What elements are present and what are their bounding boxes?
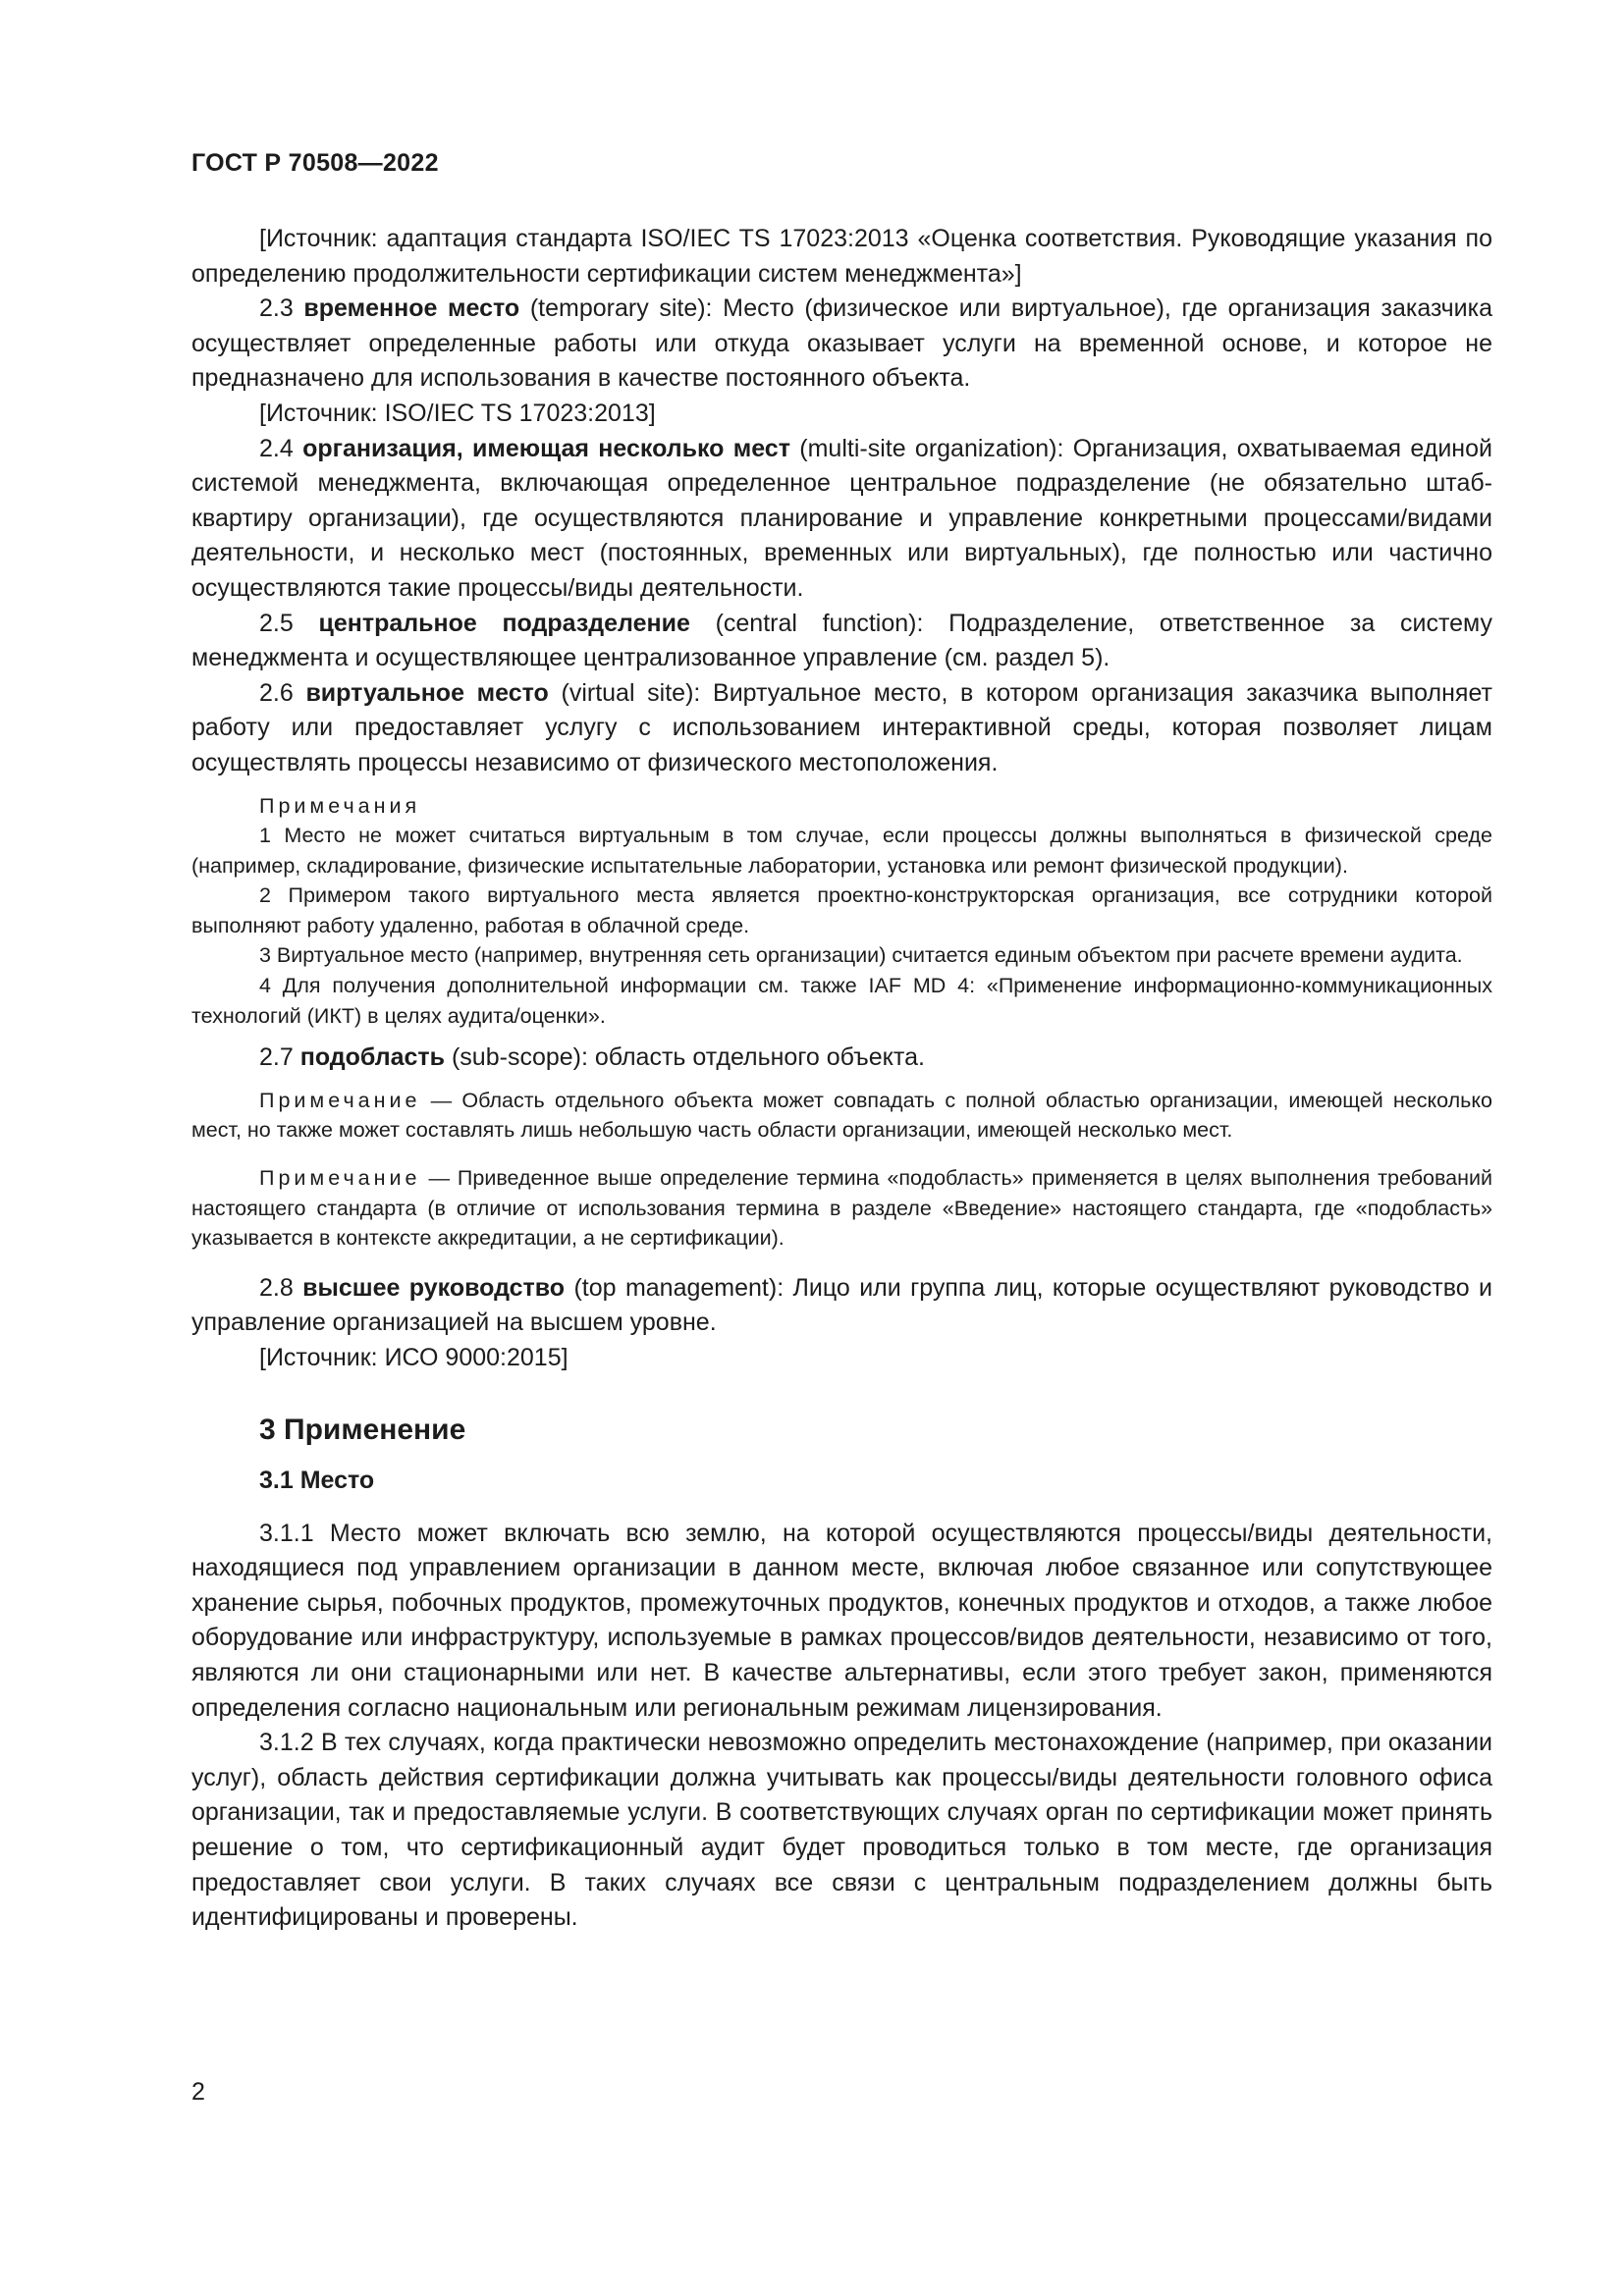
page-number: 2 (191, 2078, 205, 2106)
definition-2-6 (191, 676, 1492, 781)
definition-number: 2.7 (259, 1043, 294, 1072)
note-single (191, 1163, 1492, 1254)
definition-text: (virtual site): Виртуальное место, в котором организация заказчика выполняет работу или предоставляет услугу с использованием интерактивной среды, которая позволяет лицам осуществлять процессы независимо от физического местоположения. (191, 678, 1492, 776)
note-label: Примечание (259, 1166, 421, 1191)
note-text: — Приведенное выше определение термина «подобласть» применяется в целях выполнения требований настоящего стандарта (в отличие от использования термина в разделе «Введение» настоящего стандарта, где «подобласть» указывается в контексте аккредитации, а не сертификации). (191, 1166, 1493, 1251)
note-item: 3 Виртуальное место (например, внутренняя сеть организации) считается единым объектом при расчете времени аудита. (259, 943, 1463, 968)
definition-2-8 (191, 1271, 1492, 1341)
note-item: 1 Место не может считаться виртуальным в том случае, если процессы должны выполняться в физической среде (например, складирование, физические испытательные лаборатории, установка или ремонт физической продукции). (191, 824, 1492, 878)
clause-3-1-2: 3.1.2 В тех случаях, когда практически невозможно определить местонахождение (например, при оказании услуг), область действия сертификации должна учитывать как процессы/виды деятельности головного офиса организации, так и предоставляемые услуги. В соответствующих случаях орган по сертификации может принять решение о том, что сертификационный аудит будет проводиться только в том месте, где организация предоставляет свои услуги. В таких случаях все связи с центральным подразделением должны быть идентифицированы и проверены. (191, 1729, 1492, 1932)
definition-term: виртуальное место (305, 678, 549, 707)
note-item: 4 Для получения дополнительной информации см. также IAF MD 4: «Применение информационно-коммуникационных технологий (ИКТ) в целях аудита/оценки». (191, 974, 1492, 1028)
note-label: Примечание (259, 1088, 421, 1112)
definition-2-4 (191, 432, 1492, 607)
clause-3-1-1: 3.1.1 Место может включать всю землю, на которой осуществляются процессы/виды деятельности, находящиеся под управлением организации в данном месте, включая любое связанное или сопутствующее хранение сырья, побочных продуктов, промежуточных продуктов, конечных продуктов и отходов, а также любое оборудование или инфраструктуру, используемые в рамках процессов/видов деятельности, независимо от того, являются ли они стационарными или нет. В качестве альтернативы, если этого требует закон, применяются определения согласно национальным или региональным режимам лицензирования. (191, 1519, 1492, 1722)
definition-number: 2.4 (259, 434, 294, 462)
definition-number: 2.3 (259, 294, 294, 323)
section-heading: 3 Применение (259, 1413, 466, 1446)
definition-term: временное место (303, 294, 520, 323)
source-reference: [Источник: ISO/IEC TS 17023:2013] (259, 399, 656, 427)
document-body (191, 222, 1492, 1936)
definition-number: 2.8 (259, 1273, 294, 1302)
source-reference: [Источник: адаптация стандарта ISO/IEC TS 17023:2013 «Оценка соответствия. Руководящие указания по определению продолжительности сертификации систем менеджмента»] (191, 225, 1492, 288)
definition-text: (top management): Лицо или группа лиц, которые осуществляют руководство и управление организацией на высшем уровне. (191, 1273, 1492, 1337)
definition-text: (temporary site): Место (физическое или виртуальное), где организация заказчика осуществляет определенные работы или откуда оказывает услуги на временной основе, и которое не предназначено для использования в качестве постоянного объекта. (191, 294, 1492, 393)
definition-term: подобласть (299, 1043, 446, 1072)
definition-text: (multi-site organization): Организация, охватываемая единой системой менеджмента, включающая определенное центральное подразделение (не обязательно штаб-квартиру организации), где осуществляются планирование и управление конкретными процессами/видами деятельности, и несколько мест (постоянных, временных или виртуальных), где полностью или частично осуществляются такие процессы/виды деятельности. (191, 434, 1492, 602)
definition-text: (central function): Подразделение, ответственное за систему менеджмента и осуществляющее централизованное управление (см. раздел 5). (191, 609, 1492, 672)
note-single (191, 1086, 1492, 1146)
definition-number: 2.5 (259, 609, 294, 637)
source-reference: [Источник: ИСО 9000:2015] (259, 1344, 568, 1371)
definition-number: 2.6 (259, 678, 294, 707)
note-text: — Область отдельного объекта может совпадать с полной областью организации, имеющей несколько мест, но также может составлять лишь небольшую часть области организации, имеющей несколько мест. (191, 1088, 1492, 1143)
definition-text: (sub-scope): область отдельного объекта. (451, 1043, 925, 1072)
definition-2-3 (191, 292, 1492, 397)
definition-2-7 (191, 1041, 1492, 1076)
notes-heading: Примечания (259, 793, 421, 818)
definition-2-5 (191, 607, 1492, 676)
note-item: 2 Примером такого виртуального места является проектно-конструкторская организация, все сотрудники которой выполняют работу удаленно, работая в облачной среде. (191, 883, 1492, 937)
definition-term: организация, имеющая несколько мест (302, 434, 790, 462)
subsection-heading: 3.1 Место (259, 1466, 375, 1494)
document-code-header: ГОСТ Р 70508—2022 (191, 149, 439, 177)
definition-term: центральное подразделение (318, 609, 690, 637)
definition-term: высшее руководство (302, 1273, 566, 1302)
document-page (191, 0, 1492, 2296)
